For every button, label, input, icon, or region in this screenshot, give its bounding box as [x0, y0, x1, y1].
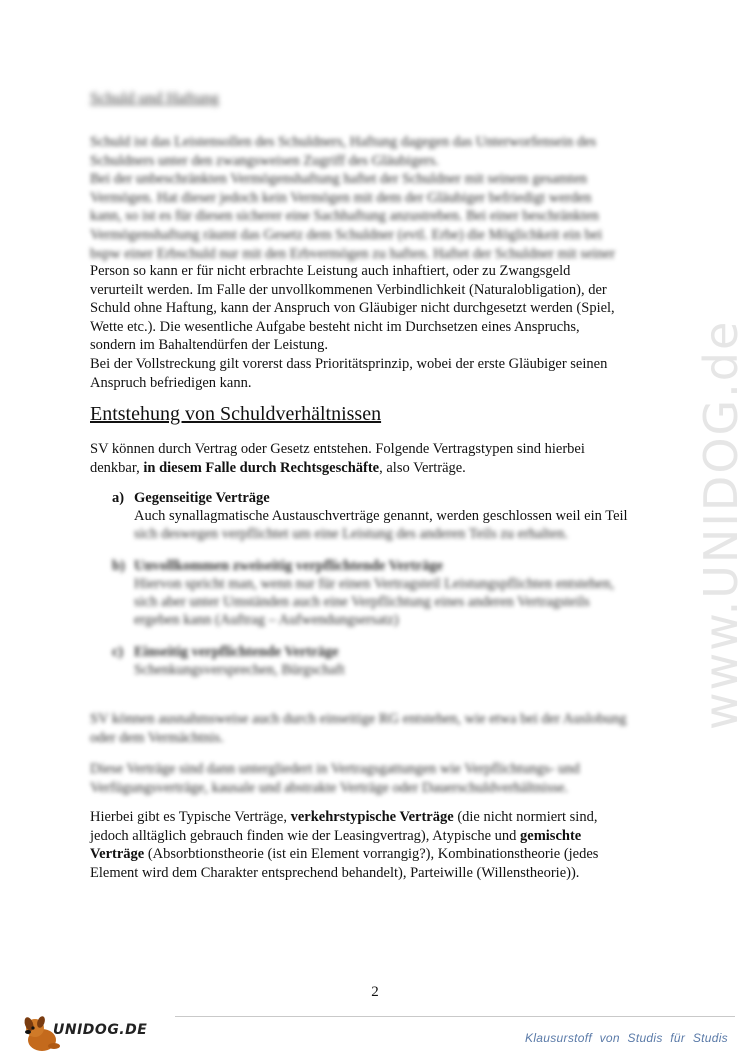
- list-item-title: Gegenseitige Verträge: [134, 490, 270, 506]
- text-line: Hiervon spricht man, wenn nur für einen Vertragsteil Leistungspflichten entstehen,: [134, 576, 615, 592]
- text-line: Bei der unbeschränkten Vermögenshaftung haftet der Schuldner mit seinem gesamten: [90, 171, 588, 188]
- list-item-title: Unvollkommen zweiseitig verpflichtende Verträge: [134, 558, 443, 574]
- bold-span: Verträge: [90, 846, 145, 863]
- text-line: sich aber unter Umständen auch eine Verpflichtung eines anderen Vertragsteils: [134, 594, 590, 610]
- list-marker: a): [112, 490, 125, 506]
- text-line: Anspruch befriedigen kann.: [90, 374, 252, 391]
- text-span: , also Verträge.: [379, 459, 466, 476]
- text-span: (Absorbtionstheorie (ist ein Element vorrangig?), Kombinationstheorie (jedes: [144, 846, 599, 863]
- list-item-title: Einseitig verpflichtende Verträge: [134, 644, 339, 660]
- intro-paragraph: [90, 440, 675, 477]
- text-line: [90, 459, 675, 478]
- text-line: SV können ausnahmsweise auch durch einseitige RG entstehen, wie etwa bei der Auslobung: [90, 711, 627, 727]
- text-line: Diese Verträge sind dann untergliedert in Vertragsgattungen wie Verpflichtungs- und: [90, 761, 580, 777]
- list-marker: c): [112, 644, 124, 660]
- text-line: [90, 845, 675, 864]
- list-marker: b): [112, 558, 125, 574]
- text-line: Vermögenshaftung räumt das Gesetz dem Schuldner (evtl. Erbe) die Möglichkeit ein bei: [90, 226, 603, 243]
- text-span: jedoch alltäglich gebrauch finden wie der Leasingvertrag), Atypische und: [90, 827, 521, 844]
- text-line: [90, 808, 675, 827]
- blurred-heading: Schuld und Haftung: [90, 90, 219, 107]
- unidog-watermark: [693, 260, 750, 740]
- blurred-paragraph-gattungen: [90, 760, 675, 797]
- footer-divider: [175, 1016, 735, 1017]
- text-line: Schuld ohne Haftung, kann der Anspruch von Gläubiger nicht durchgesetzt werden (Spiel,: [90, 300, 615, 317]
- text-line: bspw einer Erbschuld nur mit den Erbvermögen zu haften. Haftet der Schuldner mit seiner: [90, 245, 616, 262]
- list-item-b: [112, 557, 672, 629]
- bold-span: in diesem Falle durch Rechtsgeschäfte: [143, 459, 380, 476]
- text-line: Wette etc.). Die wesentliche Aufgabe besteht nicht im Durchsetzen eines Anspruchs,: [90, 318, 580, 335]
- text-line: kann, so ist es für diesen sicherer eine Sachhaftung anzustreben. Bei einer beschränkten: [90, 208, 599, 225]
- list-item-c: [112, 643, 672, 679]
- text-line: Verfügungsverträge, kausale und abstrakte Verträge oder Dauerschuldverhältnisse.: [90, 779, 569, 796]
- text-line: ergeben kann (Auftrag – Aufwendungsersatz): [134, 612, 399, 628]
- text-line: Schenkungsversprechen, Bürgschaft: [134, 662, 345, 678]
- text-line: [90, 827, 675, 846]
- footer-tagline: Klausurstoff von Studis für Studis: [525, 1031, 728, 1045]
- text-line: SV können durch Vertrag oder Gesetz entstehen. Folgende Vertragstypen sind hierbei: [90, 441, 585, 457]
- paragraph-vertragstypen: [90, 808, 675, 882]
- text-line: Schuld ist das Leistensollen des Schuldners, Haftung dagegen das Unterworfensein des: [90, 134, 597, 150]
- text-line: oder dem Vermächtnis.: [90, 729, 224, 746]
- text-span: denkbar,: [90, 459, 144, 476]
- logo-text: UNIDOG.DE: [53, 1022, 148, 1038]
- text-line: Auch synallagmatische Austauschverträge genannt, werden geschlossen weil ein Teil: [134, 508, 628, 524]
- page-number: 2: [371, 984, 379, 1000]
- text-span: Hierbei gibt es Typische Verträge,: [90, 809, 291, 825]
- list-item-a: [112, 489, 672, 543]
- bold-span: gemischte: [520, 827, 582, 844]
- watermark-text: www.UNIDOG.de: [694, 319, 748, 730]
- section-heading: Entstehung von Schuldverhältnissen: [90, 403, 382, 425]
- bold-span: verkehrstypische Verträge: [290, 809, 454, 825]
- paragraph-haftung: [90, 262, 675, 392]
- text-line: Element wird dem Charakter entsprechend behandelt), Parteiwille (Willenstheorie)).: [90, 864, 580, 881]
- blurred-line: sich deswegen verpflichtet um eine Leistung des anderen Teils zu erhalten.: [134, 526, 568, 542]
- blurred-paragraph-schuld: [90, 133, 675, 263]
- text-line: Person so kann er für nicht erbrachte Leistung auch inhaftiert, oder zu Zwangsgeld: [90, 263, 571, 279]
- text-line: Vermögen. Hat dieser jedoch kein Vermögen mit dem der Gläubiger befriedigt werden: [90, 189, 592, 206]
- blurred-paragraph-einseitig: [90, 710, 675, 747]
- text-span: (die nicht normiert sind,: [453, 809, 598, 825]
- text-line: sondern im Bahaltendürfen der Leistung.: [90, 337, 328, 354]
- text-line: Schuldners unter den zwangsweisen Zugriff des Gläubigers.: [90, 152, 439, 169]
- text-line: Bei der Vollstreckung gilt vorerst dass Prioritätsprinzip, wobei der erste Gläubiger seinen: [90, 355, 608, 372]
- text-line: verurteilt werden. Im Falle der unvollkommenen Verbindlichkeit (Naturalobligation), der: [90, 281, 607, 298]
